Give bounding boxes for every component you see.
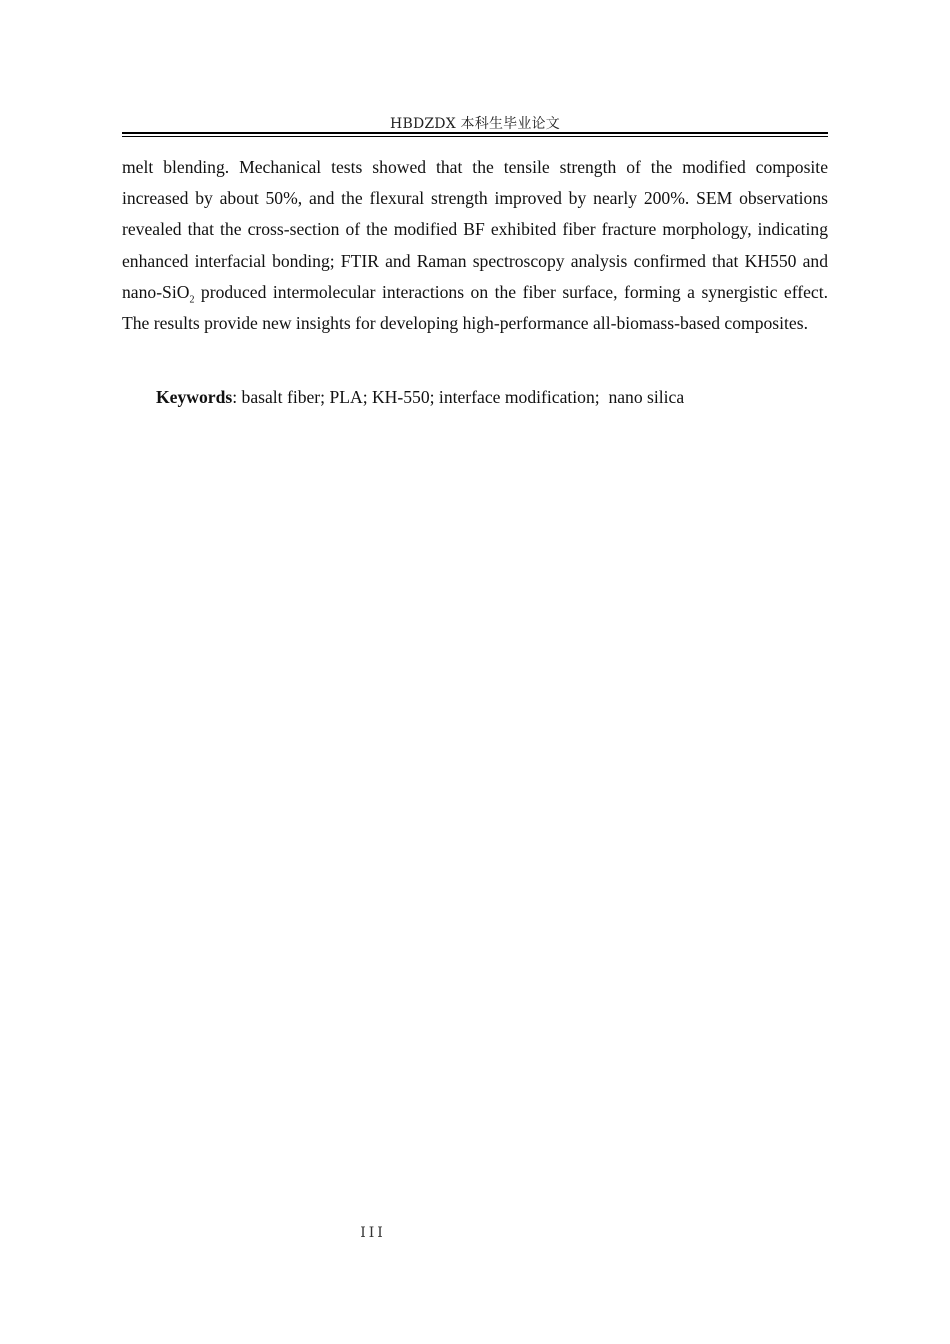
header-rule-thin [122, 136, 828, 137]
keywords-line [156, 382, 828, 412]
page-number: III [360, 1225, 386, 1241]
keywords-value: : basalt fiber; PLA; KH-550; interface modification; nano silica [232, 387, 685, 407]
abstract-text-part2: produced intermolecular interactions on the fiber surface, forming a synergistic effect. The results provide new insights for developing high-performance all-biomass-based composites. [122, 281, 828, 334]
keywords-label: Keywords [156, 387, 233, 407]
abstract-text-part1: melt blending. Mechanical tests showed that the tensile strength of the modified composite increased by about 50%, and the flexural strength improved by nearly 200%. SEM observations revealed that the cross-section of the modified BF exhibited fiber fracture morphology, indicating enhanced interfacial bonding; FTIR and Raman spectroscopy analysis confirmed that KH550 and nano-SiO [122, 157, 828, 302]
running-header: HBDZDX 本科生毕业论文 [390, 116, 560, 132]
abstract-paragraph [122, 152, 828, 339]
subscript-two: 2 [189, 294, 195, 306]
header-rule-thick [122, 132, 828, 134]
